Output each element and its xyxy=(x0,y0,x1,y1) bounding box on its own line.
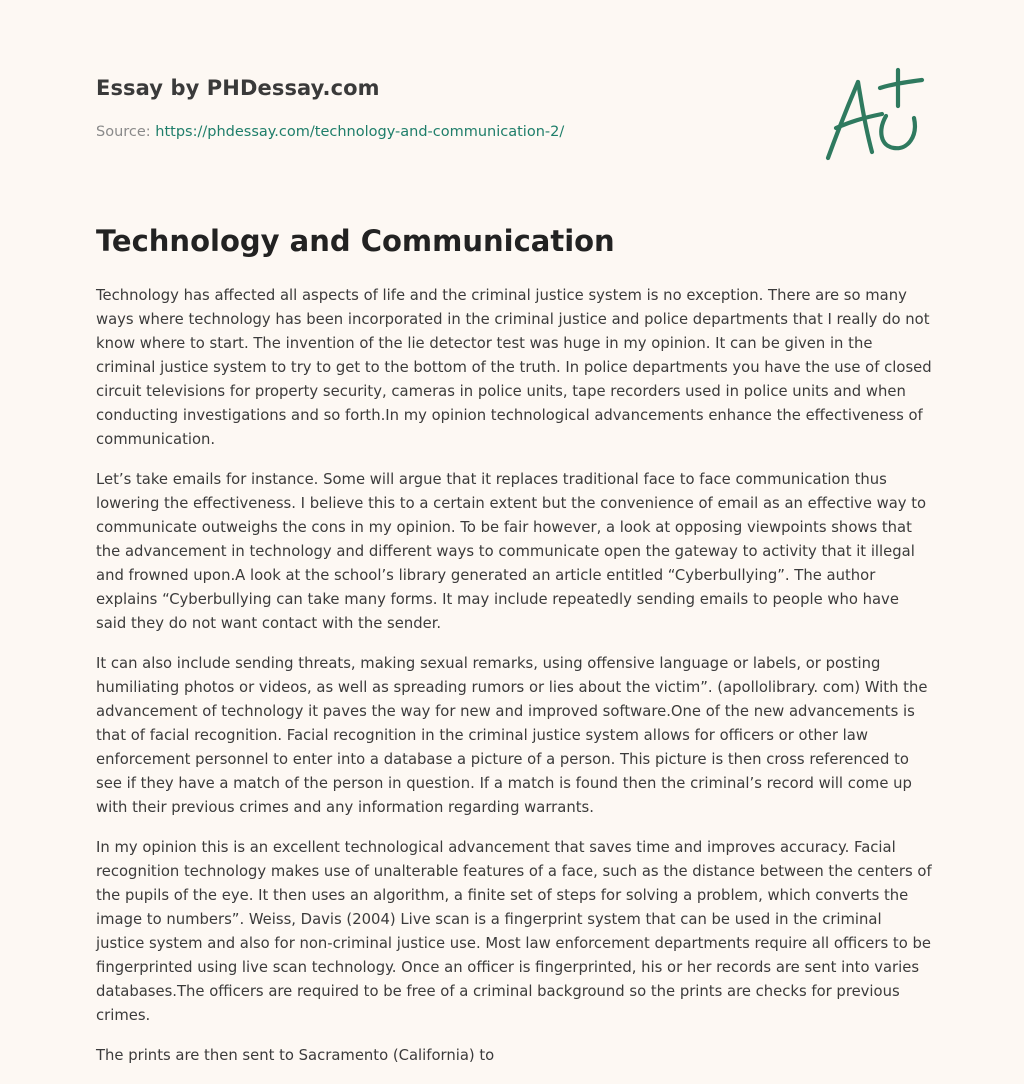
source-line xyxy=(96,124,564,140)
essay-body xyxy=(96,284,932,1084)
source-link[interactable]: https://phdessay.com/technology-and-communication-2/ xyxy=(155,124,565,140)
essay-paragraph: Technology has affected all aspects of life and the criminal justice system is no exception. There are so many ways where technology has been incorporated in the criminal justice and police departments that I really do not know where to start. The invention of the lie detector test was huge in my opinion. It can be given in the criminal justice system to try to get to the bottom of the truth. In police departments you have the use of closed circuit televisions for property security, cameras in police units, tape recorders used in police units and when conducting investigations and so forth.In my opinion technological advancements enhance the effectiveness of communication. xyxy=(96,287,932,448)
a-plus-grade-icon xyxy=(822,66,928,166)
essay-paragraph: It can also include sending threats, making sexual remarks, using offensive language or labels, or posting humiliating photos or videos, as well as spreading rumors or lies about the victim”. (apollolibrary. com) With the advancement of technology it paves the way for new and improved software.One of the new advancements is that of facial recognition. Facial recognition in the criminal justice system allows for officers or other law enforcement personnel to enter into a database a picture of a person. This picture is then cross referenced to see if they have a match of the person in question. If a match is found then the criminal’s record will come up with their previous crimes and any information regarding warrants. xyxy=(96,655,928,816)
essay-paragraph: In my opinion this is an excellent technological advancement that saves time and improves accuracy. Facial recognition technology makes use of unalterable features of a face, such as the distance between the centers of the pupils of the eye. It then uses an algorithm, a finite set of steps for solving a problem, which converts the image to numbers”. Weiss, Davis (2004) Live scan is a fingerprint system that can be used in the criminal justice system and also for non-criminal justice use. Most law enforcement departments require all officers to be fingerprinted using live scan technology. Once an officer is fingerprinted, his or her records are sent into varies databases.The officers are required to be free of a criminal background so the prints are checks for previous crimes. xyxy=(96,839,932,1024)
site-brand: Essay by PHDessay.com xyxy=(96,76,380,100)
essay-paragraph: The prints are then sent to Sacramento (California) to xyxy=(96,1047,495,1064)
source-label: Source: xyxy=(96,124,156,140)
essay-paragraph: Let’s take emails for instance. Some will argue that it replaces traditional face to face communication thus lowering the effectiveness. I believe this to a certain extent but the convenience of email as an effective way to communicate outweighs the cons in my opinion. To be fair however, a look at opposing viewpoints shows that the advancement in technology and different ways to communicate open the gateway to activity that it illegal and frowned upon.A look at the school’s library generated an article entitled “Cyberbullying”. The author explains “Cyberbullying can take many forms. It may include repeatedly sending emails to people who have said they do not want contact with the sender. xyxy=(96,471,927,632)
essay-title: Technology and Communication xyxy=(96,224,615,258)
